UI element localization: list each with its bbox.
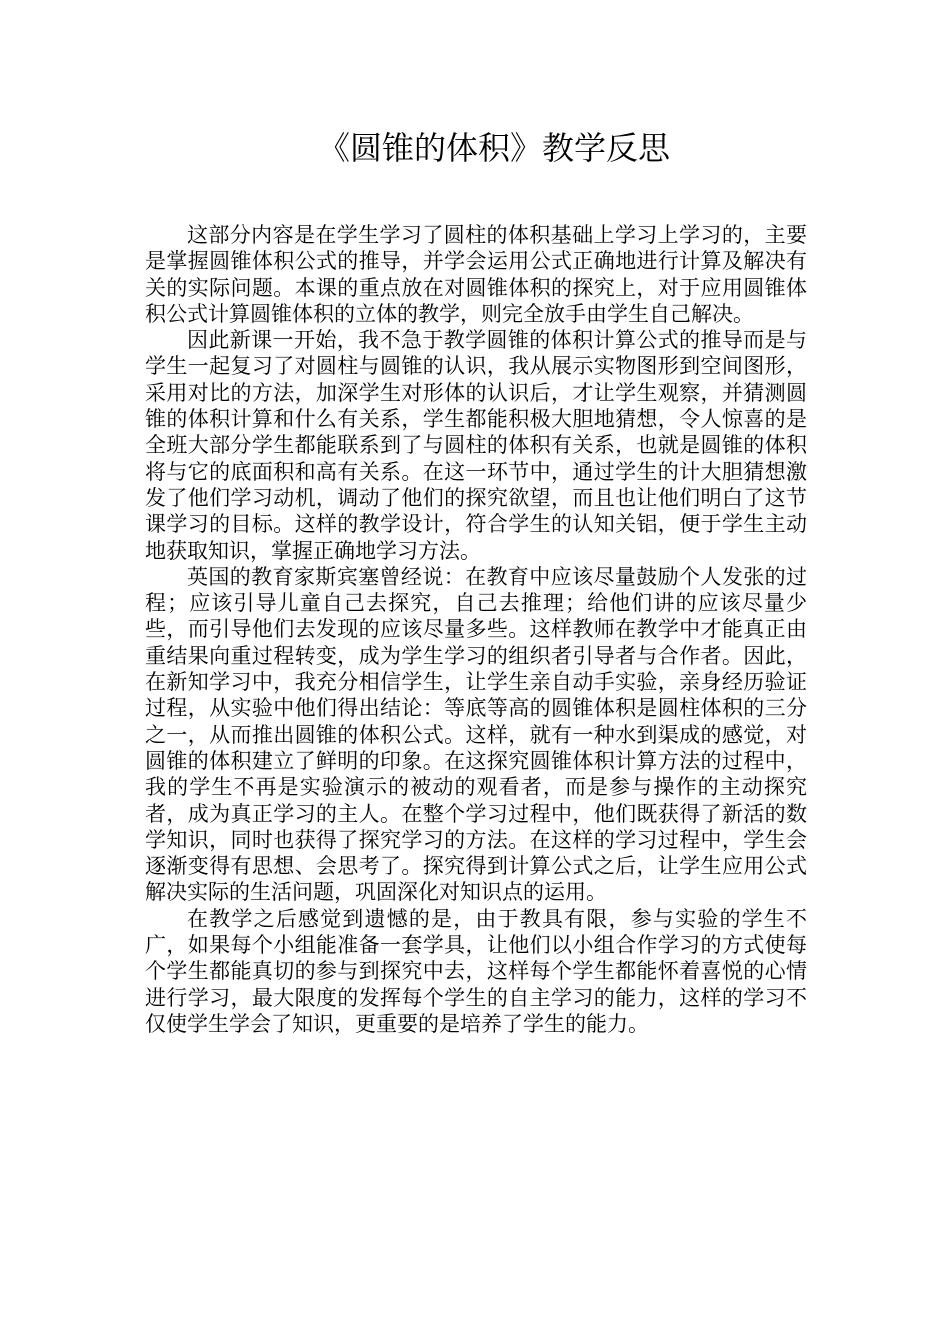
paragraph-3: 英国的教育家斯宾塞曾经说：在教育中应该尽量鼓励个人发张的过程；应该引导儿童自己去探究，自己去推理；给他们讲的应该尽量少些，而引导他们去发现的应该尽量多些。这样教师在教学中才能真正由重结果向重过程转变，成为学生学习的组织者引导者与合作者。因此，在新知学习中，我充分相信学生，让学生亲自动手实验，亲身经历验证过程，从实验中他们得出结论：等底等高的圆锥体积是圆柱体积的三分之一，从而推出圆锥的体积公式。这样，就有一种水到渠成的感觉，对圆锥的体积建立了鲜明的印象。在这探究圆锥体积计算方法的过程中，我的学生不再是实验演示的被动的观看者，而是参与操作的主动探究者，成为真正学习的主人。在整个学习过程中，他们既获得了新活的数学知识，同时也获得了探究学习的方法。在这样的学习过程中，学生会逐渐变得有思想、会思考了。探究得到计算公式之后，让学生应用公式解决实际的生活问题，巩固深化对知识点的运用。	[145, 564, 807, 905]
document-title: 《圆锥的体积》教学反思	[317, 129, 670, 167]
paragraph-4: 在教学之后感觉到遗憾的是，由于教具有限，参与实验的学生不广，如果每个小组能准备一套学具，让他们以小组合作学习的方式使每个学生都能真切的参与到探究中去，这样每个学生都能怀着喜悦的心情进行学习，最大限度的发挥每个学生的自主学习的能力，这样的学习不仅使学生学会了知识，更重要的是培养了学生的能力。	[145, 906, 807, 1036]
paragraph-2: 因此新课一开始，我不急于教学圆锥的体积计算公式的推导而是与学生一起复习了对圆柱与圆锥的认识，我从展示实物图形到空间图形，采用对比的方法，加深学生对形体的认识后，才让学生观察，并猜测圆锥的体积计算和什么有关系，学生都能积极大胆地猜想，令人惊喜的是全班大部分学生都能联系到了与圆柱的体积有关系，也就是圆锥的体积将与它的底面积和高有关系。在这一环节中，通过学生的计大胆猜想激发了他们学习动机，调动了他们的探究欲望，而且也让他们明白了这节课学习的目标。这样的教学设计，符合学生的认知关铝，便于学生主动地获取知识，掌握正确地学习方法。	[145, 328, 807, 563]
document-body	[145, 222, 807, 1037]
paragraph-1: 这部分内容是在学生学习了圆柱的体积基础上学习上学习的，主要是掌握圆锥体积公式的推导，并学会运用公式正确地进行计算及解决有关的实际问题。本课的重点放在对圆锥体积的探究上，对于应用圆锥体积公式计算圆锥体积的立体的教学，则完全放手由学生自己解决。	[145, 223, 807, 326]
